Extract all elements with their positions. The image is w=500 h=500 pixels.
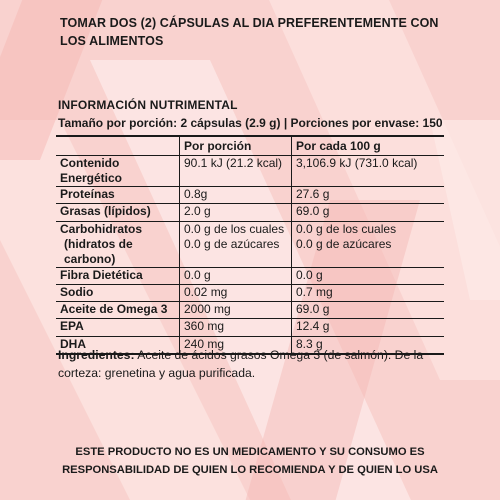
- table-row: [56, 319, 444, 336]
- dosage-instructions: TOMAR DOS (2) CÁPSULAS AL DIA PREFERENTEMENTE CON LOS ALIMENTOS: [60, 16, 439, 48]
- header-empty: [56, 136, 180, 156]
- per-100g-value: 3,106.9 kJ (731.0 kcal): [292, 156, 445, 187]
- nutrient-name: Aceite de Omega 3: [56, 302, 180, 319]
- nutrient-name: [56, 221, 180, 267]
- table-header-row: [56, 136, 444, 156]
- nutrition-table: [56, 135, 444, 355]
- per-serving-value: 2.0 g: [180, 204, 292, 221]
- nutrient-name: Sodio: [56, 284, 180, 301]
- per-serving-line: 0.0 g de azúcares: [184, 236, 280, 251]
- ingredients-text: Aceite de ácidos grasos Omega 3 (de salmón). De la corteza: grenetina y agua purificada.: [58, 348, 424, 380]
- per-serving-value: 0.02 mg: [180, 284, 292, 301]
- ingredients: [58, 346, 438, 382]
- per-serving-value: [180, 221, 292, 267]
- table-row: [56, 302, 444, 319]
- per-100g-value: 69.0 g: [292, 204, 445, 221]
- table-row: [56, 156, 444, 187]
- nutrient-name: EPA: [56, 319, 180, 336]
- per-serving-value: 2000 mg: [180, 302, 292, 319]
- per-serving-value: 90.1 kJ (21.2 kcal): [180, 156, 292, 187]
- nutrient-name-line: (hidratos de carbono): [64, 236, 133, 266]
- per-serving-line: 0.0 g de los cuales: [184, 221, 285, 236]
- per-serving-value: 360 mg: [180, 319, 292, 336]
- per-100g-line: 0.0 g de azúcares: [296, 236, 392, 251]
- per-100g-value: 12.4 g: [292, 319, 445, 336]
- per-serving-value: 0.0 g: [180, 267, 292, 284]
- nutrient-name: Proteínas: [56, 187, 180, 204]
- per-100g-value: 0.7 mg: [292, 284, 445, 301]
- serving-size: Tamaño por porción: 2 cápsulas (2.9 g) | Porciones por envase: 150: [58, 116, 443, 130]
- per-100g-value: 27.6 g: [292, 187, 445, 204]
- per-100g-value: 8.3 g: [292, 336, 445, 354]
- table-row: [56, 284, 444, 301]
- table-row: [56, 267, 444, 284]
- nutrient-name-line: Carbohidratos: [60, 221, 143, 236]
- nutrient-name: Contenido Energético: [56, 156, 180, 187]
- per-serving-value: 240 mg: [180, 336, 292, 354]
- per-100g-value: [292, 221, 445, 267]
- header-per-100g: Por cada 100 g: [292, 136, 445, 156]
- header-per-serving: Por porción: [180, 136, 292, 156]
- per-100g-line: 0.0 g de los cuales: [296, 221, 397, 236]
- table-row: [56, 204, 444, 221]
- ingredients-label: Ingredientes:: [58, 348, 135, 362]
- nutrient-name: Grasas (lípidos): [56, 204, 180, 221]
- per-100g-value: 69.0 g: [292, 302, 445, 319]
- per-100g-value: 0.0 g: [292, 267, 445, 284]
- disclaimer: ESTE PRODUCTO NO ES UN MEDICAMENTO Y SU CONSUMO ES RESPONSABILIDAD DE QUIEN LO RECOMIENDA Y DE QUIEN LO USA: [62, 446, 438, 476]
- table-row: [56, 221, 444, 267]
- per-serving-value: 0.8g: [180, 187, 292, 204]
- nutrient-name: DHA: [56, 336, 180, 354]
- nutrition-title: INFORMACIÓN NUTRIMENTAL: [58, 98, 238, 112]
- nutrient-name: Fibra Dietética: [56, 267, 180, 284]
- table-row: [56, 187, 444, 204]
